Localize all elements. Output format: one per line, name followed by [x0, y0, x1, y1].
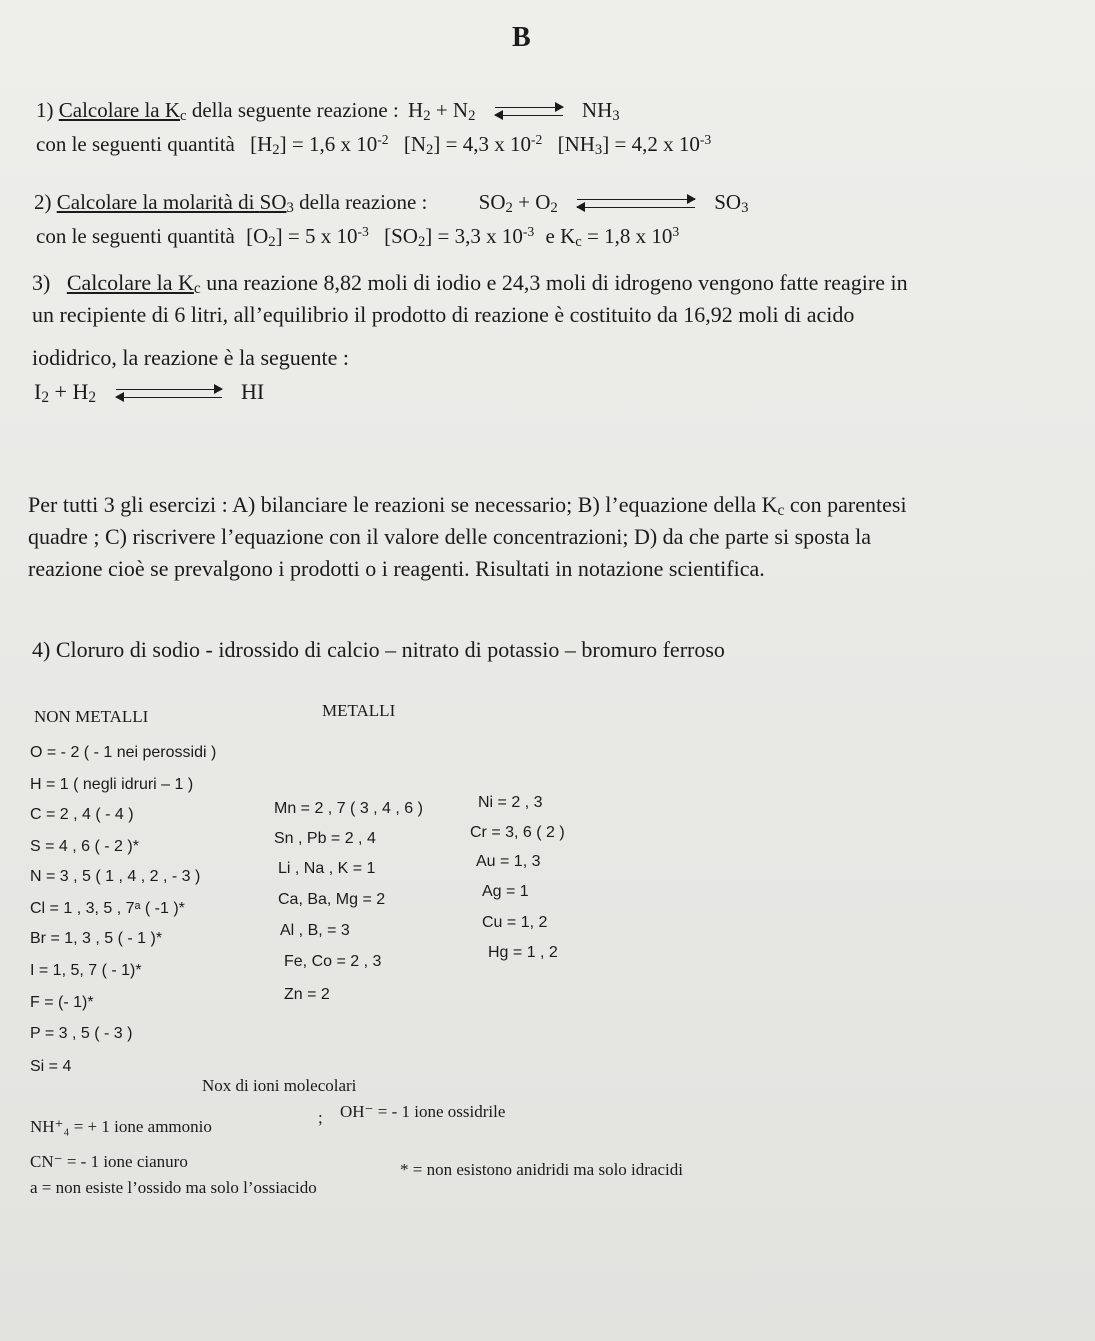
metal-row: Au = 1, 3 [476, 853, 541, 870]
metal-row: Sn , Pb = 2 , 4 [274, 830, 376, 847]
metal-row: Mn = 2 , 7 ( 3 , 4 , 6 ) [274, 800, 423, 817]
instructions-line-1: Per tutti 3 gli esercizi : A) bilanciare le reazioni se necessario; B) l’equazione della $K_c$ con parentesi [28, 492, 907, 519]
metal-row: Zn = 2 [284, 986, 330, 1003]
nonmetal-row: Br = 1, 3 , 5 ( - 1 )* [30, 930, 163, 947]
metals-header: METALLI [322, 701, 396, 720]
metal-row: Ca, Ba, Mg = 2 [278, 891, 386, 908]
ion-cyanide: CN⁻ = - 1 ione cianuro [30, 1152, 188, 1171]
nonmetal-row: H = 1 ( negli idruri – 1 ) [30, 776, 194, 793]
page-title: B [512, 22, 531, 53]
exercise-2-data: con le seguenti quantità $[O_2] = 5$ x $10^{-3}$ $[SO_2] = 3,3$ x $10^{-3}$ e $K_c = 1,8$ x $10^3$ [36, 224, 680, 250]
exercise-2-heading: Calcolare la molarità di $SO_3$ [56, 190, 294, 216]
ion-hydroxide: OH⁻ = - 1 ione ossidrile [340, 1102, 506, 1121]
note-star: * = non esistono anidridi ma solo idracidi [400, 1160, 683, 1179]
nonmetal-row: C = 2 , 4 ( - 4 ) [30, 806, 134, 823]
ion-separator: ; [318, 1108, 323, 1127]
nonmetal-row: Si = 4 [30, 1058, 72, 1075]
instructions-line-3: reazione cioè se prevalgono i prodotti o i reagenti. Risultati in notazione scientifica. [28, 556, 765, 581]
exercise-1-rest: della seguente reazione : [191, 98, 399, 122]
nonmetals-header: NON METALLI [34, 707, 149, 726]
exercise-3-line-2: un recipiente di 6 litri, all’equilibrio il prodotto di reazione è costituito da 16,92 moli di acido [32, 302, 855, 327]
reaction-1: $H_2 + N_2$ $NH_3$ [408, 98, 620, 124]
nonmetal-row: I = 1, 5, 7 ( - 1)* [30, 962, 142, 979]
metal-row: Cu = 1, 2 [482, 914, 548, 931]
metal-row: Li , Na , K = 1 [278, 860, 376, 877]
reaction-3: $I_2 + H_2$ HI [34, 379, 265, 406]
nonmetal-row: Cl = 1 , 3, 5 , 7ᵃ ( -1 )* [30, 900, 185, 917]
nonmetal-row: N = 3 , 5 ( 1 , 4 , 2 , - 3 ) [30, 868, 201, 885]
exercise-3-line-3: iodidrico, la reazione è la seguente : [32, 345, 350, 370]
nonmetal-row: S = 4 , 6 ( - 2 )* [30, 838, 139, 855]
metal-row: Hg = 1 , 2 [488, 944, 558, 961]
exercise-2-title: 2) Calcolare la molarità di $SO_3$ della reazione : $SO_2 + O_2$ $SO_3$ [34, 190, 749, 216]
metal-row: Fe, Co = 2 , 3 [284, 953, 382, 970]
nonmetal-row: F = (- 1)* [30, 994, 94, 1011]
metal-row: Ag = 1 [482, 883, 529, 900]
metal-row: Ni = 2 , 3 [478, 794, 543, 811]
nonmetal-row: P = 3 , 5 ( - 3 ) [30, 1025, 133, 1042]
metal-row: Cr = 3, 6 ( 2 ) [470, 824, 565, 841]
ion-ammonium: NH⁺₄ = + 1 ione ammonio [30, 1117, 212, 1136]
metal-row: Al , B, = 3 [280, 922, 350, 939]
equilibrium-arrow-icon [495, 105, 563, 119]
exercise-1-heading: Calcolare la $K_c$ [58, 98, 187, 124]
exercise-4: 4) Cloruro di sodio - idrossido di calcio – nitrato di potassio – bromuro ferroso [32, 637, 725, 662]
reaction-2: $SO_2 + O_2$ $SO_3$ [478, 190, 749, 216]
exercise-number: 1) [36, 98, 54, 122]
exercise-1-title [36, 98, 620, 125]
equilibrium-arrow-icon [577, 197, 695, 211]
exercise-1-data: con le seguenti quantità $[H_2] = 1,6$ x $10^{-2}$ $[N_2] = 4,3$ x $10^{-2}$ $[NH_3] = 4,2$ x $10^{-3}$ [36, 132, 712, 158]
note-a: a = non esiste l’ossido ma solo l’ossiacido [30, 1178, 317, 1197]
ions-title: Nox di ioni molecolari [202, 1076, 357, 1095]
instructions-line-2: quadre ; C) riscrivere l’equazione con il valore delle concentrazioni; D) da che parte si sposta la [28, 524, 871, 549]
exercise-3-line-1: 3) Calcolare la $K_c$ una reazione 8,82 moli di iodio e 24,3 moli di idrogeno vengono fatte reagire in [32, 270, 908, 297]
equilibrium-arrow-icon [116, 387, 222, 401]
nonmetal-row: O = - 2 ( - 1 nei perossidi ) [30, 744, 217, 761]
